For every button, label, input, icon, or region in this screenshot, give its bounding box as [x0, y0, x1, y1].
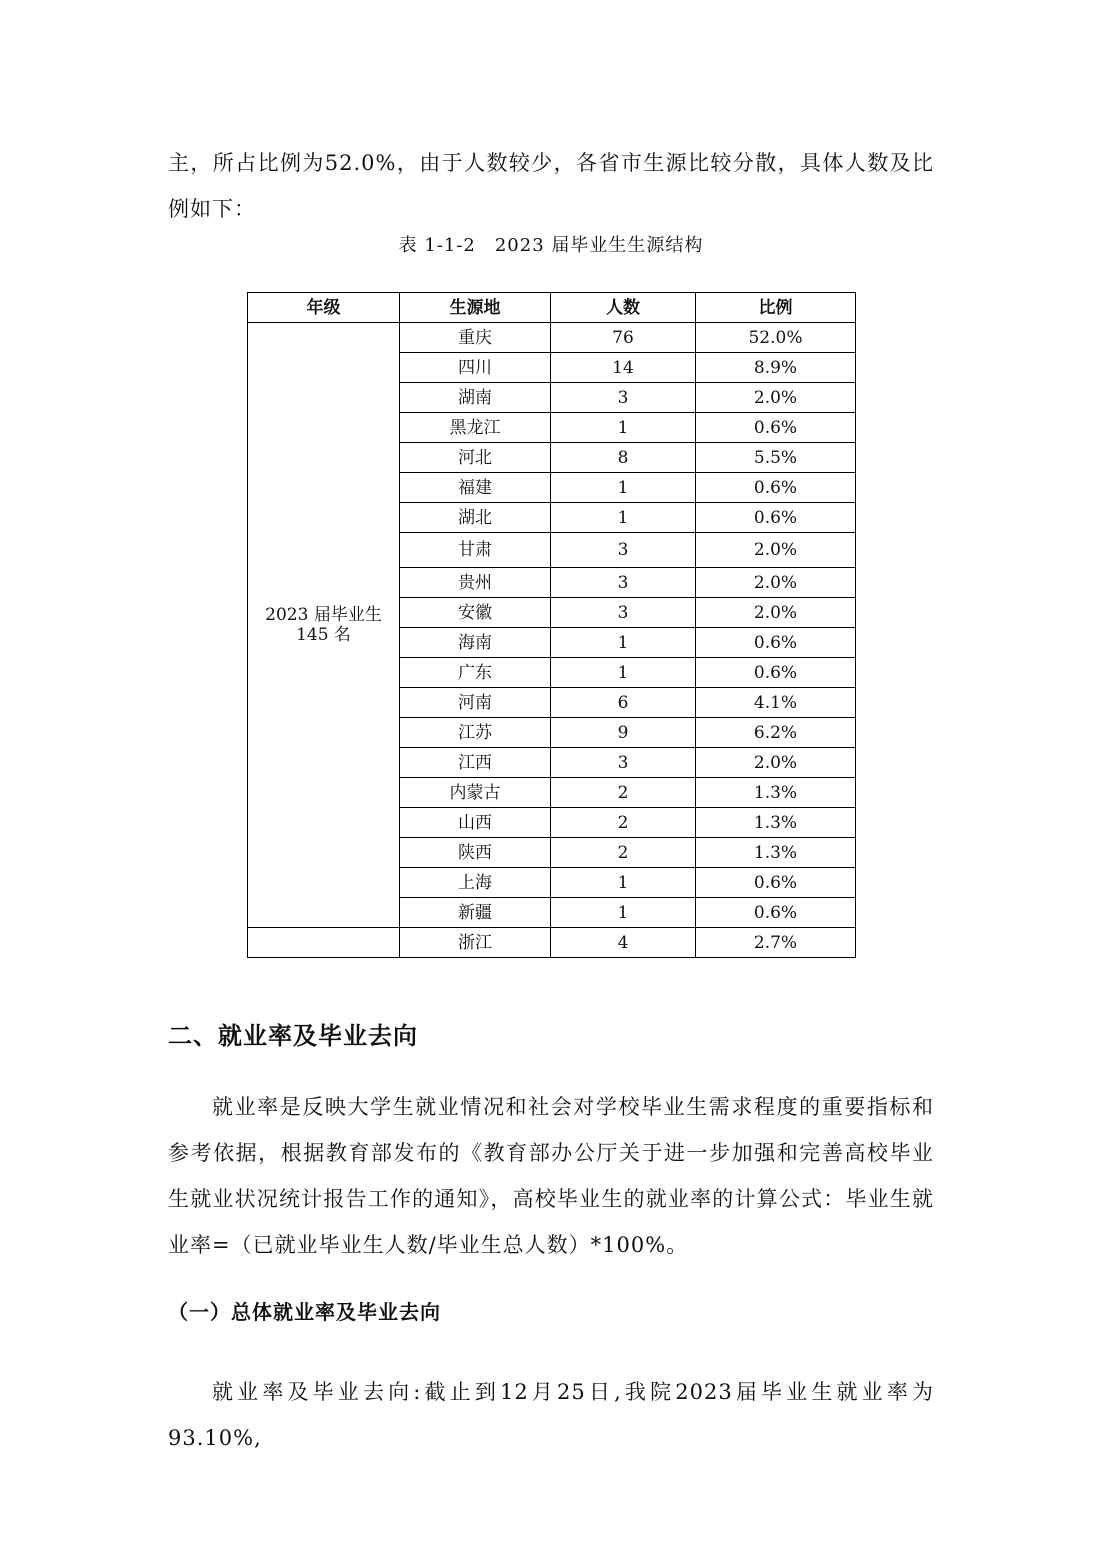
header-count: 人数	[551, 293, 696, 323]
source-structure-table	[247, 292, 856, 958]
header-ratio: 比例	[696, 293, 856, 323]
ratio-cell: 4.1%	[696, 688, 856, 718]
ratio-cell: 2.7%	[696, 928, 856, 958]
count-cell: 14	[551, 353, 696, 383]
table-row	[248, 323, 856, 353]
grade-cell	[248, 323, 400, 928]
count-cell: 1	[551, 628, 696, 658]
place-cell: 四川	[400, 353, 551, 383]
count-cell: 4	[551, 928, 696, 958]
place-cell: 河南	[400, 688, 551, 718]
ratio-cell: 0.6%	[696, 473, 856, 503]
place-cell: 浙江	[400, 928, 551, 958]
ratio-cell: 8.9%	[696, 353, 856, 383]
place-cell: 黑龙江	[400, 413, 551, 443]
place-cell: 湖北	[400, 503, 551, 533]
count-cell: 1	[551, 503, 696, 533]
ratio-cell: 2.0%	[696, 533, 856, 568]
ratio-cell: 2.0%	[696, 568, 856, 598]
place-cell: 福建	[400, 473, 551, 503]
table-header-row	[248, 293, 856, 323]
count-cell: 3	[551, 533, 696, 568]
table-caption: 表 1-1-2 2023 届毕业生生源结构	[398, 235, 704, 256]
count-cell: 76	[551, 323, 696, 353]
section-heading-employment: 二、就业率及毕业去向	[168, 1022, 418, 1050]
count-cell: 8	[551, 443, 696, 473]
count-cell: 3	[551, 748, 696, 778]
count-cell: 1	[551, 473, 696, 503]
place-cell: 江苏	[400, 718, 551, 748]
ratio-cell: 1.3%	[696, 838, 856, 868]
count-cell: 1	[551, 898, 696, 928]
ratio-cell: 0.6%	[696, 898, 856, 928]
place-cell: 江西	[400, 748, 551, 778]
place-cell: 广东	[400, 658, 551, 688]
place-cell: 湖南	[400, 383, 551, 413]
ratio-cell: 52.0%	[696, 323, 856, 353]
header-place: 生源地	[400, 293, 551, 323]
grade-line-2: 145 名	[296, 625, 351, 645]
place-cell: 重庆	[400, 323, 551, 353]
count-cell: 9	[551, 718, 696, 748]
subsection-heading-overall: （一）总体就业率及毕业去向	[168, 1300, 441, 1324]
ratio-cell: 0.6%	[696, 658, 856, 688]
count-cell: 2	[551, 808, 696, 838]
count-cell: 6	[551, 688, 696, 718]
place-cell: 内蒙古	[400, 778, 551, 808]
ratio-cell: 0.6%	[696, 503, 856, 533]
ratio-cell: 5.5%	[696, 443, 856, 473]
count-cell: 1	[551, 658, 696, 688]
place-cell: 山西	[400, 808, 551, 838]
ratio-cell: 1.3%	[696, 778, 856, 808]
header-grade: 年级	[248, 293, 400, 323]
count-cell: 2	[551, 838, 696, 868]
place-cell: 上海	[400, 868, 551, 898]
count-cell: 3	[551, 598, 696, 628]
place-cell: 新疆	[400, 898, 551, 928]
count-cell: 2	[551, 778, 696, 808]
place-cell: 贵州	[400, 568, 551, 598]
ratio-cell: 0.6%	[696, 628, 856, 658]
ratio-cell: 1.3%	[696, 808, 856, 838]
ratio-cell: 0.6%	[696, 868, 856, 898]
overall-rate-paragraph: 就业率及毕业去向:截止到12月25日,我院2023届毕业生就业率为93.10%,	[168, 1380, 934, 1450]
place-cell: 甘肃	[400, 533, 551, 568]
place-cell: 安徽	[400, 598, 551, 628]
empty-grade-cell	[248, 928, 400, 958]
count-cell: 3	[551, 568, 696, 598]
ratio-cell: 6.2%	[696, 718, 856, 748]
count-cell: 3	[551, 383, 696, 413]
place-cell: 河北	[400, 443, 551, 473]
intro-paragraph: 主，所占比例为52.0%，由于人数较少，各省市生源比较分散，具体人数及比例如下：	[168, 151, 934, 221]
ratio-cell: 2.0%	[696, 598, 856, 628]
place-cell: 陕西	[400, 838, 551, 868]
count-cell: 1	[551, 868, 696, 898]
ratio-cell: 0.6%	[696, 413, 856, 443]
grade-line-1: 2023 届毕业生	[265, 605, 382, 625]
employment-rate-paragraph: 就业率是反映大学生就业情况和社会对学校毕业生需求程度的重要指标和参考依据，根据教育部发布的《教育部办公厅关于进一步加强和完善高校毕业生就业状况统计报告工作的通知》，高校毕业生的就业率的计算公式：毕业生就业率=（已就业毕业生人数/毕业生总人数）*100%。	[168, 1095, 934, 1257]
count-cell: 1	[551, 413, 696, 443]
table-row	[248, 928, 856, 958]
place-cell: 海南	[400, 628, 551, 658]
ratio-cell: 2.0%	[696, 383, 856, 413]
ratio-cell: 2.0%	[696, 748, 856, 778]
